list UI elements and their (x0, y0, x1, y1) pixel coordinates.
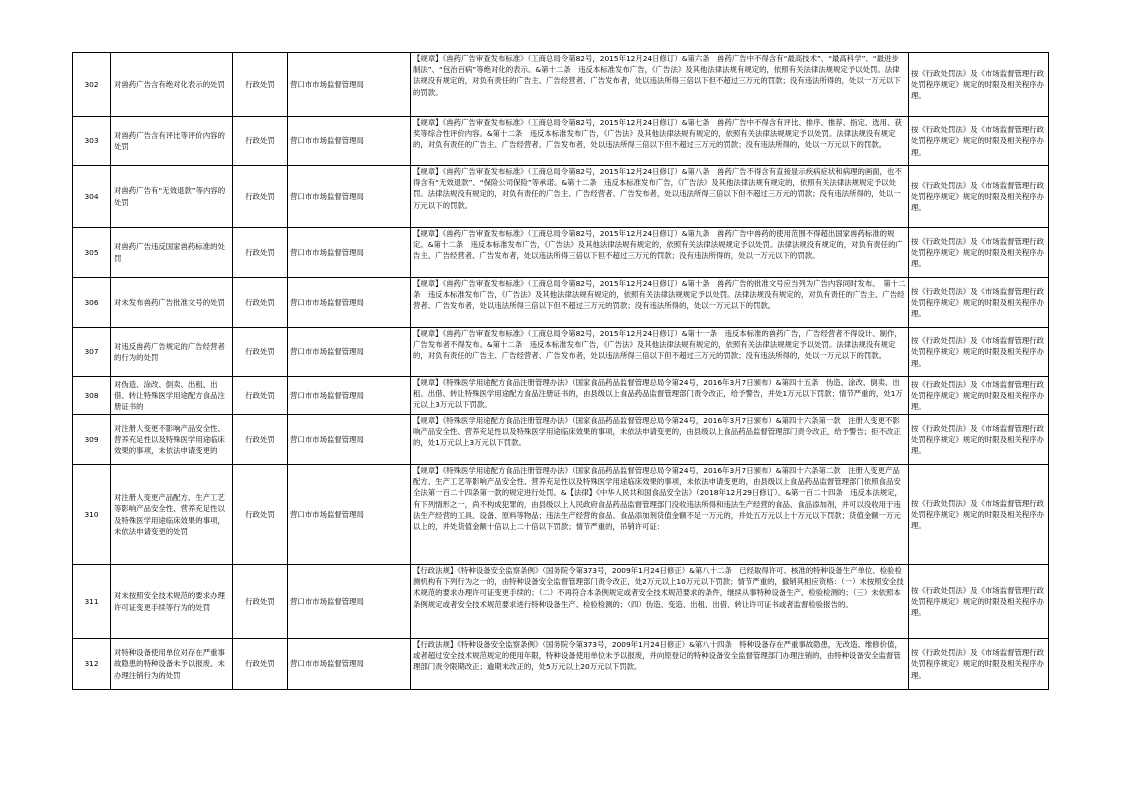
responsible-org: 营口市市场监督管理局 (288, 415, 411, 465)
row-number: 310 (73, 465, 111, 565)
item-type: 行政处罚 (233, 53, 288, 117)
responsible-org: 营口市市场监督管理局 (288, 166, 411, 228)
procedure: 按《行政处罚法》及《市场监督管理行政处罚程序规定》规定的时限及相关程序办理。 (909, 377, 1049, 415)
table-row (73, 117, 1049, 166)
table-row (73, 377, 1049, 415)
legal-basis: 【规章】《兽药广告审查发布标准》（工商总局令第82号，2015年12月24日修订）&第七条 兽药广告中不得含有评比、排序、推荐、指定、选用、获奖等综合性评价内容。&第十二条 违反本标准发布广告，《广告法》及其他法律法规有规定的，依照有关法律法规规定予以处罚。法律法规没有规定的，对负有责任的广告主、广告经营者、广告发布者，处以违法所得三倍以下但不超过三万元的罚款；没有违法所得的，处以一万元以下的罚款。 (411, 117, 909, 166)
item-name: 对兽药广告含有绝对化表示的处罚 (111, 53, 233, 117)
item-name: 对未按照安全技术规范的要求办理许可证变更手续等行为的处罚 (111, 565, 233, 639)
item-name: 对注册人变更不影响产品安全性、营养充足性以及特殊医学用途临床效果的事项，未依法申请变更的 (111, 415, 233, 465)
item-type: 行政处罚 (233, 639, 288, 690)
responsible-org: 营口市市场监督管理局 (288, 377, 411, 415)
procedure: 按《行政处罚法》及《市场监督管理行政处罚程序规定》规定的时限及相关程序办理。 (909, 639, 1049, 690)
item-type: 行政处罚 (233, 415, 288, 465)
row-number: 311 (73, 565, 111, 639)
procedure: 按《行政处罚法》及《市场监督管理行政处罚程序规定》规定的时限及相关程序办理。 (909, 53, 1049, 117)
row-number: 309 (73, 415, 111, 465)
item-type: 行政处罚 (233, 328, 288, 377)
legal-basis: 【行政法规】《特种设备安全监察条例》（国务院令第373号，2009年1月24日修正）&第八十二条 已经取得许可、核准的特种设备生产单位、检验检测机构有下列行为之一的，由特种设备安全监督管理部门责令改正，处2万元以上10万元以下罚款；情节严重的，撤销其相应资格：（一）未按照安全技术规范的要求办理许可证变更手续的；（二）不再符合本条例规定或者安全技术规范要求的条件，继续从事特种设备生产、检验检测的；（三）未依照本条例规定或者安全技术规范要求进行特种设备生产、检验检测的；（四）伪造、变造、出租、出借、转让许可证书或者监督检验报告的。 (411, 565, 909, 639)
item-name: 对注册人变更产品配方、生产工艺等影响产品安全性、营养充足性以及特殊医学用途临床效果的事项，未依法申请变更的处罚 (111, 465, 233, 565)
item-name: 对伪造、涂改、倒卖、出租、出借、转让特殊医学用途配方食品注册证书的 (111, 377, 233, 415)
item-name: 对违反兽药广告规定的广告经营者的行为的处罚 (111, 328, 233, 377)
row-number: 303 (73, 117, 111, 166)
responsible-org: 营口市市场监督管理局 (288, 565, 411, 639)
procedure: 按《行政处罚法》及《市场监督管理行政处罚程序规定》规定的时限及相关程序办理。 (909, 415, 1049, 465)
responsible-org: 营口市市场监督管理局 (288, 278, 411, 328)
row-number: 302 (73, 53, 111, 117)
item-type: 行政处罚 (233, 228, 288, 278)
table-row (73, 166, 1049, 228)
item-name: 对兽药广告有“无效退款”等内容的处罚 (111, 166, 233, 228)
procedure: 按《行政处罚法》及《市场监督管理行政处罚程序规定》规定的时限及相关程序办理。 (909, 166, 1049, 228)
item-name: 对兽药广告含有评比等评价内容的处罚 (111, 117, 233, 166)
item-type: 行政处罚 (233, 166, 288, 228)
item-type: 行政处罚 (233, 278, 288, 328)
table-body (73, 53, 1049, 690)
procedure: 按《行政处罚法》及《市场监督管理行政处罚程序规定》规定的时限及相关程序办理。 (909, 278, 1049, 328)
table-row (73, 639, 1049, 690)
procedure: 按《行政处罚法》及《市场监督管理行政处罚程序规定》规定的时限及相关程序办理。 (909, 228, 1049, 278)
legal-basis: 【规章】《特殊医学用途配方食品注册管理办法》（国家食品药品监督管理总局令第24号，2016年3月7日颁布）&第四十六条第二款 注册人变更产品配方、生产工艺等影响产品安全性、营养充足性以及特殊医学用途临床效果的事项，未依法申请变更的，由县级以上食品药品监督管理部门依照食品安全法第一百二十四条第一款的规定进行处罚。&【法律】《中华人民共和国食品安全法》（2018年12月29日修订）。&第一百二十四条 违反本法规定，有下列情形之一，尚不构成犯罪的，由县级以上人民政府食品药品监督管理部门没收违法所得和违法生产经营的食品、食品添加剂，并可以没收用于违法生产经营的工具、设备、原料等物品；违法生产经营的食品、食品添加剂货值金额不足一万元的，并处五万元以上十万元以下罚款；货值金额一万元以上的，并处货值金额十倍以上二十倍以下罚款；情节严重的，吊销许可证： (411, 465, 909, 565)
legal-basis: 【规章】《特殊医学用途配方食品注册管理办法》（国家食品药品监督管理总局令第24号，2016年3月7日颁布）&第四十六条第一款 注册人变更不影响产品安全性、营养充足性以及特殊医学用途临床效果的事项，未依法申请变更的，由县级以上食品药品监督管理部门责令改正，给予警告；拒不改正的，处1万元以上3万元以下罚款。 (411, 415, 909, 465)
row-number: 312 (73, 639, 111, 690)
row-number: 308 (73, 377, 111, 415)
procedure: 按《行政处罚法》及《市场监督管理行政处罚程序规定》规定的时限及相关程序办理。 (909, 117, 1049, 166)
item-name: 对兽药广告违反国家兽药标准的处罚 (111, 228, 233, 278)
item-name: 对未发布兽药广告批准文号的处罚 (111, 278, 233, 328)
penalty-table (72, 52, 1049, 690)
responsible-org: 营口市市场监督管理局 (288, 328, 411, 377)
table-row (73, 465, 1049, 565)
responsible-org: 营口市市场监督管理局 (288, 117, 411, 166)
legal-basis: 【规章】《兽药广告审查发布标准》（工商总局令第82号，2015年12月24日修订）&第十条 兽药广告的批准文号应当列为广告内容同时发布。 第十二条 违反本标准发布广告，《广告法》及其他法律法规有规定的，依照有关法律法规规定予以处罚。法律法规没有规定的，对负有责任的广告主、广告经营者、广告发布者，处以违法所得三倍以下但不超过三万元的罚款；没有违法所得的，处以一万元以下的罚款。 (411, 278, 909, 328)
row-number: 304 (73, 166, 111, 228)
table-row (73, 228, 1049, 278)
table-row (73, 415, 1049, 465)
item-name: 对特种设备使用单位对存在严重事故隐患的特种设备未予以报废、未办理注销行为的处罚 (111, 639, 233, 690)
procedure: 按《行政处罚法》及《市场监督管理行政处罚程序规定》规定的时限及相关程序办理。 (909, 565, 1049, 639)
table-row (73, 565, 1049, 639)
row-number: 307 (73, 328, 111, 377)
legal-basis: 【规章】《兽药广告审查发布标准》（工商总局令第82号，2015年12月24日修订）&第十一条 违反本标准的兽药广告，广告经营者不得设计、制作，广告发布者不得发布。&第十二条 违反本标准发布广告，《广告法》及其他法律法规有规定的，依照有关法律法规规定予以处罚。法律法规没有规定的，对负有责任的广告主、广告经营者、广告发布者，处以违法所得三倍以下但不超过三万元的罚款；没有违法所得的，处以一万元以下的罚款。 (411, 328, 909, 377)
responsible-org: 营口市市场监督管理局 (288, 465, 411, 565)
legal-basis: 【规章】《兽药广告审查发布标准》（工商总局令第82号，2015年12月24日修订）&第八条 兽药广告不得含有直接显示疾病症状和病理的画面，也不得含有“无效退款”、“保险公司保险”等承诺。&第十二条 违反本标准发布广告，《广告法》及其他法律法规有规定的，依照有关法律法规规定予以处罚。法律法规没有规定的，对负有责任的广告主、广告经营者、广告发布者，处以违法所得三倍以下但不超过三万元的罚款；没有违法所得的，处以一万元以下的罚款。 (411, 166, 909, 228)
responsible-org: 营口市市场监督管理局 (288, 228, 411, 278)
responsible-org: 营口市市场监督管理局 (288, 53, 411, 117)
item-type: 行政处罚 (233, 565, 288, 639)
procedure: 按《行政处罚法》及《市场监督管理行政处罚程序规定》规定的时限及相关程序办理。 (909, 465, 1049, 565)
legal-basis: 【规章】《兽药广告审查发布标准》（工商总局令第82号，2015年12月24日修订）&第九条 兽药广告中兽药的使用范围不得超出国家兽药标准的规定。&第十二条 违反本标准发布广告，《广告法》及其他法律法规有规定的，依照有关法律法规规定予以处罚。法律法规没有规定的，对负有责任的广告主、广告经营者、广告发布者，处以违法所得三倍以下但不超过三万元的罚款；没有违法所得的，处以一万元以下的罚款。 (411, 228, 909, 278)
legal-basis: 【规章】《兽药广告审查发布标准》（工商总局令第82号，2015年12月24日修订）&第六条 兽药广告中不得含有“最高技术”、“最高科学”、“最进步制法”、“包治百病”等绝对化的表示。&第十二条 违反本标准发布广告，《广告法》及其他法律法规有规定的，依照有关法律法规规定予以处罚。法律法规没有规定的，对负有责任的广告主、广告经营者、广告发布者，处以违法所得三倍以下但不超过三万元的罚款；没有违法所得的，处以一万元以下的罚款。 (411, 53, 909, 117)
table-row (73, 328, 1049, 377)
row-number: 306 (73, 278, 111, 328)
legal-basis: 【行政法规】《特种设备安全监察条例》（国务院令第373号，2009年1月24日修正）&第八十四条 特种设备存在严重事故隐患，无改造、维修价值，或者超过安全技术规范规定的使用年限，特种设备使用单位未予以报废，并向原登记的特种设备安全监督管理部门办理注销的，由特种设备安全监督管理部门责令限期改正；逾期未改正的，处5万元以上20万元以下罚款。 (411, 639, 909, 690)
item-type: 行政处罚 (233, 465, 288, 565)
row-number: 305 (73, 228, 111, 278)
table-row (73, 53, 1049, 117)
responsible-org: 营口市市场监督管理局 (288, 639, 411, 690)
table-row (73, 278, 1049, 328)
procedure: 按《行政处罚法》及《市场监督管理行政处罚程序规定》规定的时限及相关程序办理。 (909, 328, 1049, 377)
item-type: 行政处罚 (233, 117, 288, 166)
item-type: 行政处罚 (233, 377, 288, 415)
legal-basis: 【规章】《特殊医学用途配方食品注册管理办法》（国家食品药品监督管理总局令第24号，2016年3月7日颁布）&第四十五条 伪造、涂改、倒卖、出租、出借、转让特殊医学用途配方食品注册证书的，由县级以上食品药品监督管理部门责令改正，给予警告，并处1万元以下罚款；情节严重的，处1万元以上3万元以下罚款。 (411, 377, 909, 415)
